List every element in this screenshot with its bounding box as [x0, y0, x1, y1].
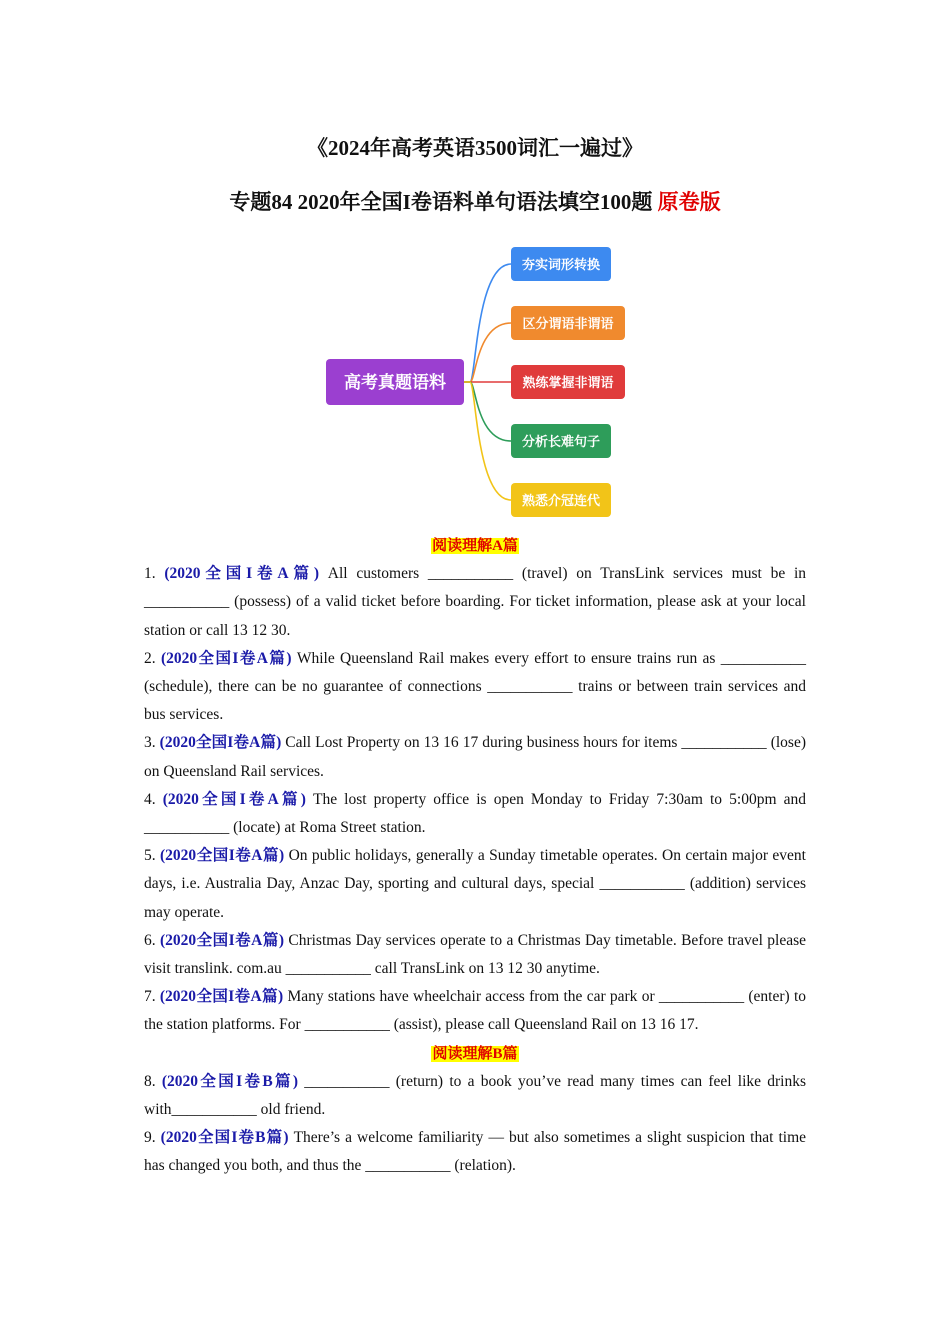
question-number: 1. [144, 565, 156, 583]
question-number: 2. [144, 649, 156, 667]
question-item [144, 983, 806, 1039]
section-heading-label: 阅读理解B篇 [432, 1045, 518, 1062]
document-title: 《2024年高考英语3500词汇一遍过》 [307, 136, 643, 160]
mind-map-branch-node [511, 365, 625, 399]
question-item [144, 645, 806, 730]
subtitle-main: 专题84 2020年全国I卷语料单句语法填空100题 [229, 190, 653, 214]
question-item [144, 786, 806, 842]
question-text: There’s a welcome familiarity — but also sometimes a slight suspicion that time has changed you both, and thus the ___________ (relation). [144, 1129, 807, 1175]
question-text: All customers ___________ (travel) on TransLink services must be in ___________ (possess) of a valid ticket before boarding. For ticket information, please ask at your local station or call 13 12 30. [144, 565, 806, 639]
root-label: 高考真题语料 [344, 373, 446, 393]
question-text: The lost property office is open Monday to Friday 7:30am to 5:00pm and ___________ (locate) at Roma Street station. [144, 790, 807, 837]
section-heading-label: 阅读理解A篇 [432, 538, 518, 554]
question-text: Call Lost Property on 13 16 17 during business hours for items ___________ (lose) on Queensland Rail services. [144, 734, 807, 780]
question-item [144, 729, 806, 785]
question-item [144, 1124, 806, 1180]
question-item [144, 927, 806, 983]
mind-map-branch-node [511, 247, 611, 281]
section-heading [144, 532, 806, 560]
question-text: Christmas Day services operate to a Christmas Day timetable. Before travel please visit translink. com.au ___________ call TransLink on 13 12 30 anytime. [144, 931, 806, 978]
question-number: 3. [144, 734, 156, 752]
question-text: While Queensland Rail makes every effort to ensure trains run as ___________ (schedule), there can be no guarantee of connections ___________ trains or between train services and bus services. [144, 649, 806, 724]
question-list [144, 532, 806, 1181]
question-source-tag: (2020全国I卷A篇) [164, 565, 320, 583]
branch-label: 熟练掌握非谓语 [522, 376, 614, 391]
question-text: On public holidays, generally a Sunday timetable operates. On certain major event days, i.e. Australia Day, Anzac Day, sporting and cultural days, special ___________ (addition) services may operate. [144, 847, 806, 921]
question-source-tag: (2020全国I卷A篇) [160, 931, 284, 949]
mind-map-branch-node [511, 306, 625, 340]
mind-map-branch-node [511, 483, 611, 517]
question-number: 7. [144, 988, 156, 1006]
mind-map-connectors [464, 264, 511, 500]
branch-label: 熟悉介冠连代 [521, 494, 601, 509]
connector-line [464, 323, 511, 382]
question-source-tag: (2020全国I卷A篇) [159, 734, 282, 752]
connector-line [464, 382, 511, 500]
question-item [144, 842, 806, 927]
question-item [144, 1068, 806, 1124]
mind-map-root-node [326, 359, 464, 405]
connector-line [464, 382, 511, 441]
question-number: 5. [144, 847, 156, 865]
question-item [144, 560, 806, 645]
question-source-tag: (2020全国I卷A篇) [160, 847, 285, 865]
question-text: ___________ (return) to a book you’ve read many times can feel like drinks with___________ old friend. [144, 1072, 807, 1119]
question-source-tag: (2020全国I卷B篇) [160, 1129, 289, 1147]
mind-map-branch-node [511, 424, 611, 458]
question-source-tag: (2020全国I卷A篇) [162, 790, 306, 808]
subtitle-version-label: 原卷版 [657, 190, 721, 214]
branch-label: 区分谓语非谓语 [522, 317, 614, 332]
question-source-tag: (2020全国I卷A篇) [160, 649, 292, 667]
question-text: Many stations have wheelchair access from the car park or ___________ (enter) to the station platforms. For ___________ (assist), please call Queensland Rail on 13 16 17. [144, 988, 806, 1034]
section-heading [144, 1040, 806, 1068]
mind-map-diagram [0, 0, 950, 540]
question-source-tag: (2020全国I卷A篇) [159, 988, 284, 1006]
connector-line [464, 264, 511, 382]
branch-label: 分析长难句子 [521, 435, 601, 450]
question-number: 8. [144, 1072, 156, 1090]
branch-label: 夯实词形转换 [521, 258, 601, 273]
question-number: 4. [144, 790, 156, 808]
question-number: 6. [144, 931, 156, 949]
question-number: 9. [144, 1129, 156, 1147]
question-source-tag: (2020全国I卷B篇) [161, 1072, 299, 1090]
